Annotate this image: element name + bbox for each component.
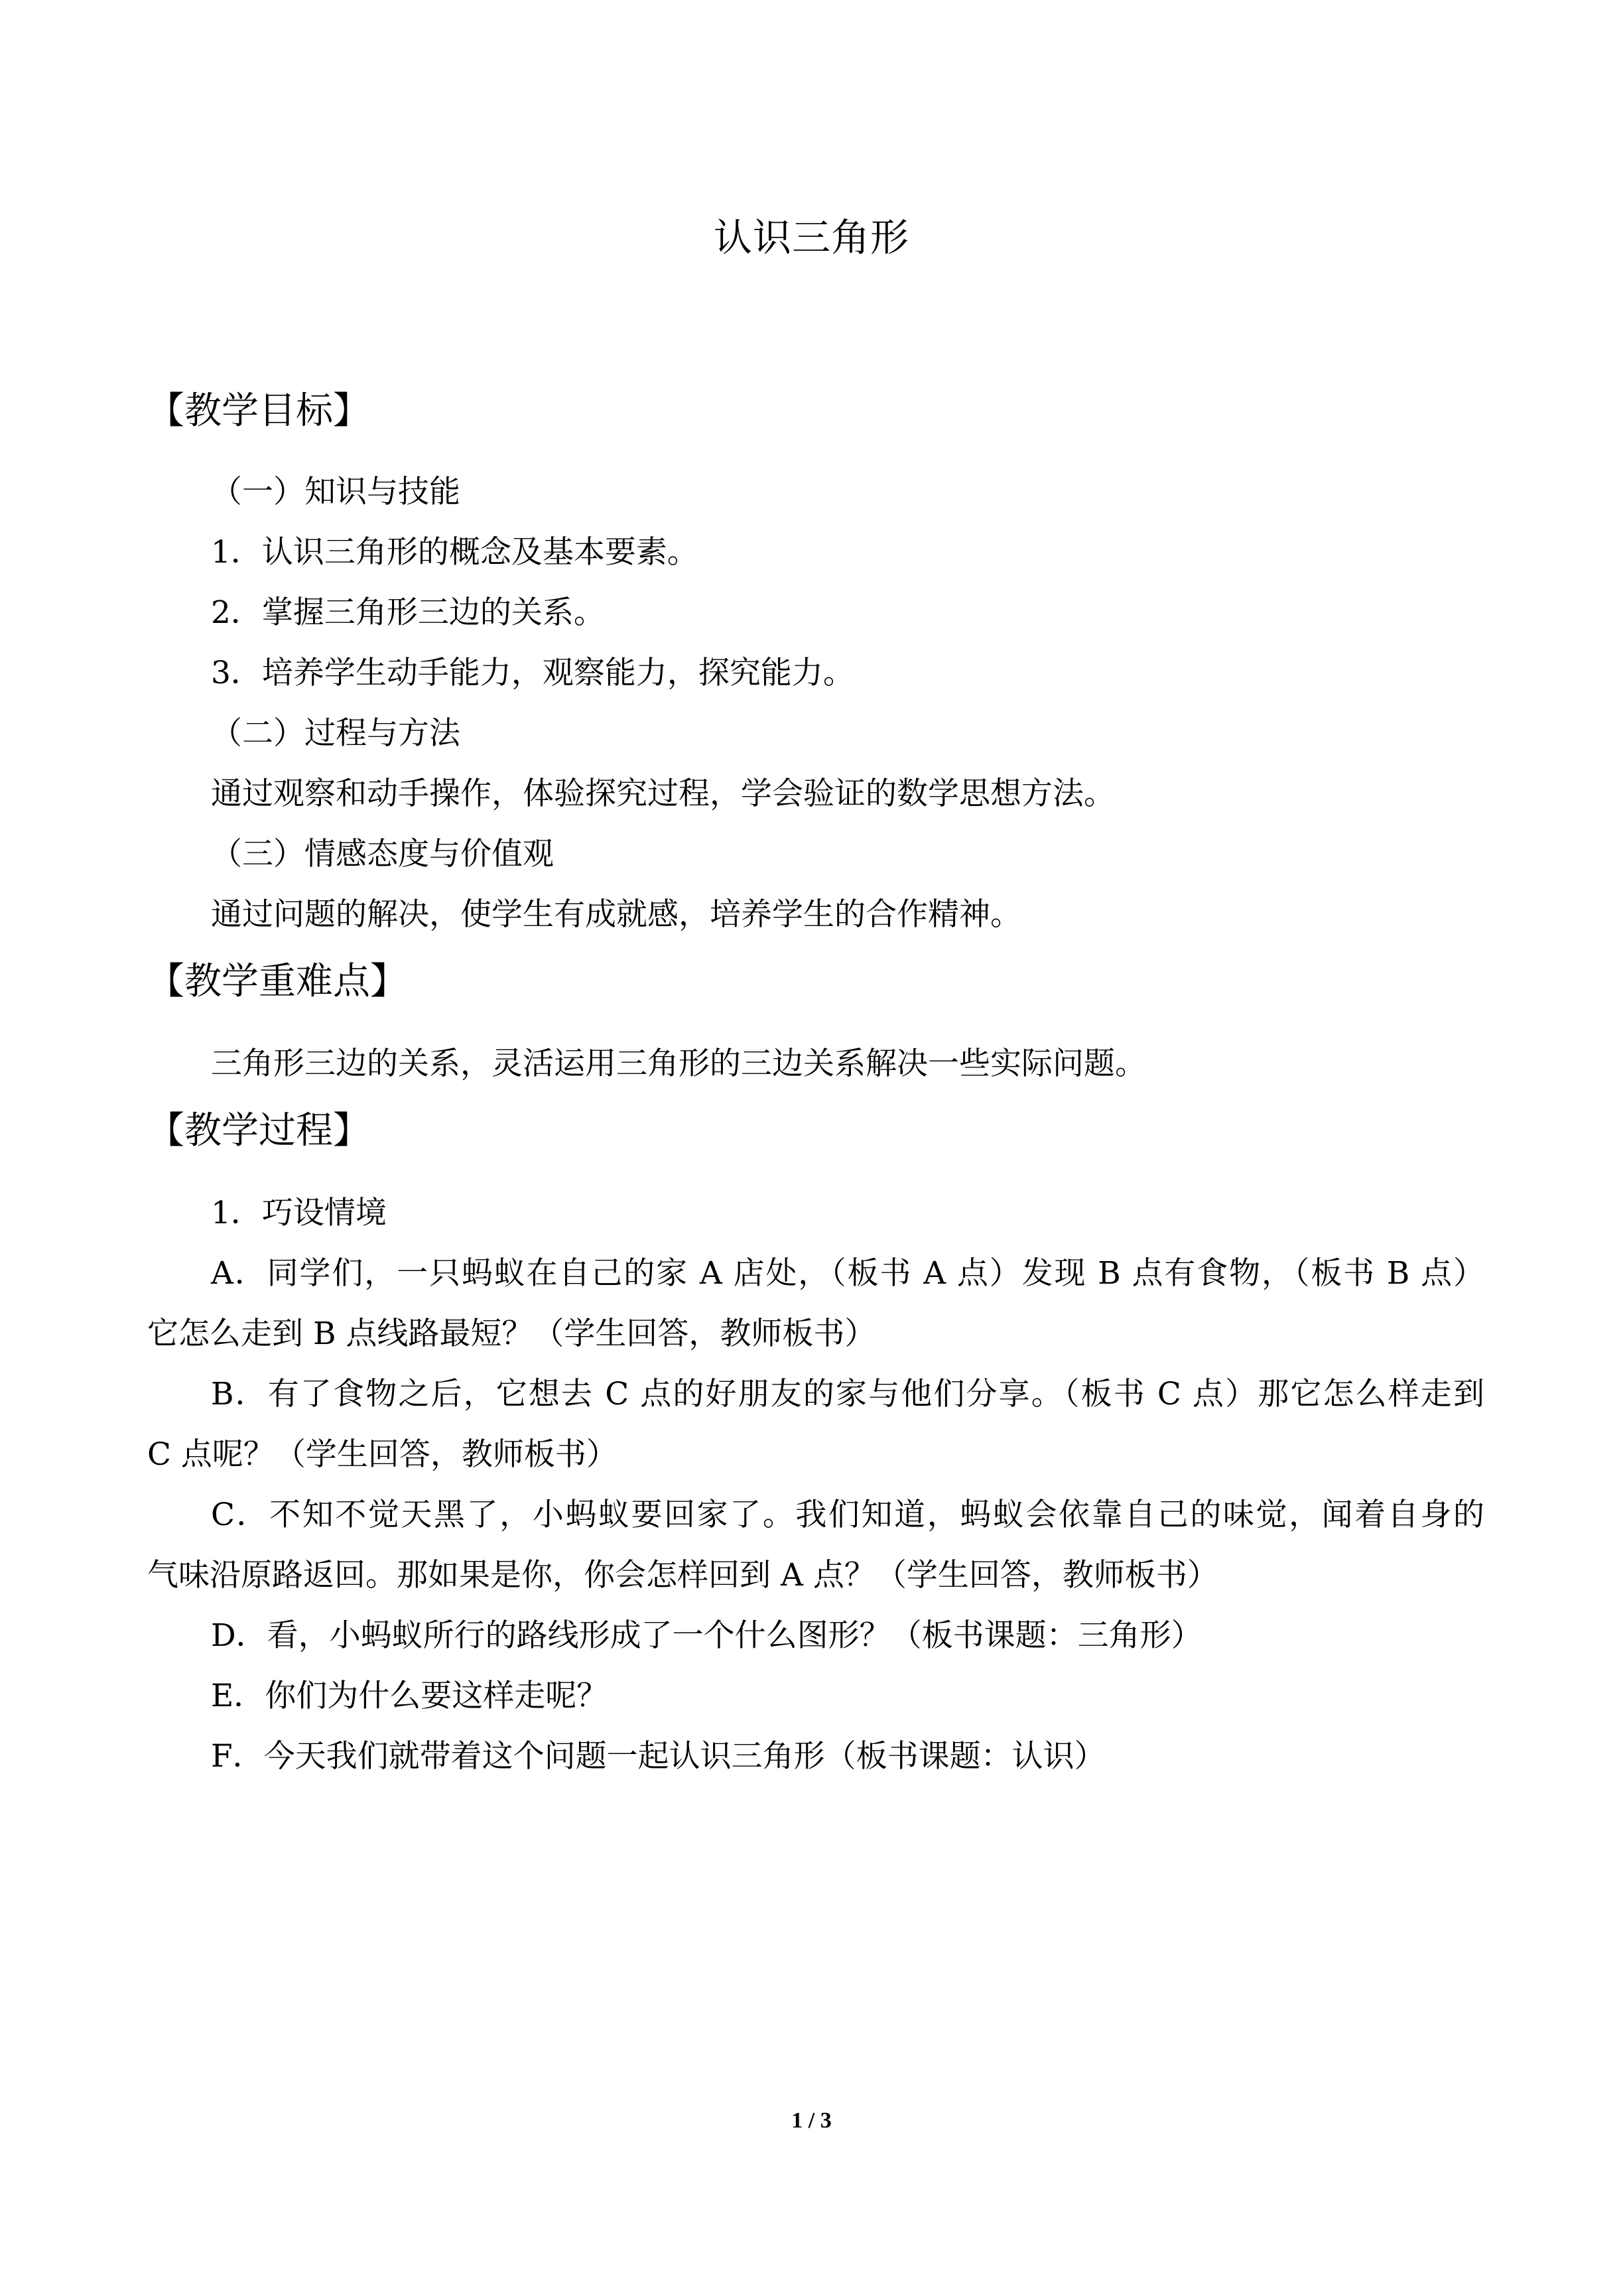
objective-item-3: 3．培养学生动手能力，观察能力，探究能力。 <box>211 655 854 691</box>
scenario-a-line-2: 它怎么走到 B 点线路最短？（学生回答，教师板书） <box>147 1316 876 1352</box>
section-heading-process: 【教学过程】 <box>147 1109 370 1152</box>
scenario-a-line-1: A．同学们，一只蚂蚁在自己的家 A 店处，（板书 A 点）发现 B 点有食物，（板书 B 点） <box>211 1255 1484 1292</box>
process-methods-text: 通过观察和动手操作，体验探究过程，学会验证的数学思想方法。 <box>211 776 1115 812</box>
page-number: 1 / 3 <box>791 2108 832 2133</box>
section-heading-key-points: 【教学重难点】 <box>147 960 407 1003</box>
document-title: 认识三角形 <box>713 215 909 260</box>
scenario-f-line: F．今天我们就带着这个问题一起认识三角形（板书课题：认识） <box>211 1738 1106 1775</box>
scenario-c-line-2: 气味沿原路返回。那如果是你，你会怎样回到 A 点？（学生回答，教师板书） <box>147 1557 1218 1593</box>
scenario-d-line: D．看，小蚂蚁所行的路线形成了一个什么图形？（板书课题：三角形） <box>211 1617 1202 1654</box>
scenario-e-line: E．你们为什么要这样走呢？ <box>211 1678 608 1714</box>
scenario-b-line-2: C 点呢？（学生回答，教师板书） <box>147 1436 617 1473</box>
scenario-c-line-1: C．不知不觉天黑了，小蚂蚁要回家了。我们知道，蚂蚁会依靠自己的味觉，闻着自身的 <box>211 1497 1484 1533</box>
objective-item-1: 1．认识三角形的概念及基本要素。 <box>211 534 698 571</box>
key-points-text: 三角形三边的关系，灵活运用三角形的三边关系解决一些实际问题。 <box>211 1046 1146 1082</box>
attitude-values-text: 通过问题的解决，使学生有成就感，培养学生的合作精神。 <box>211 896 1021 933</box>
subheading-knowledge-skills: （一）知识与技能 <box>211 474 460 510</box>
scenario-b-line-1: B．有了食物之后，它想去 C 点的好朋友的家与他们分享。（板书 C 点）那它怎么样走到 <box>211 1376 1484 1412</box>
objective-item-2: 2．掌握三角形三边的关系。 <box>211 594 605 631</box>
subheading-process-methods: （二）过程与方法 <box>211 715 460 752</box>
process-step-1: 1．巧设情境 <box>211 1195 387 1231</box>
subheading-attitude-values: （三）情感态度与价值观 <box>211 836 554 872</box>
section-heading-objectives: 【教学目标】 <box>147 389 370 433</box>
